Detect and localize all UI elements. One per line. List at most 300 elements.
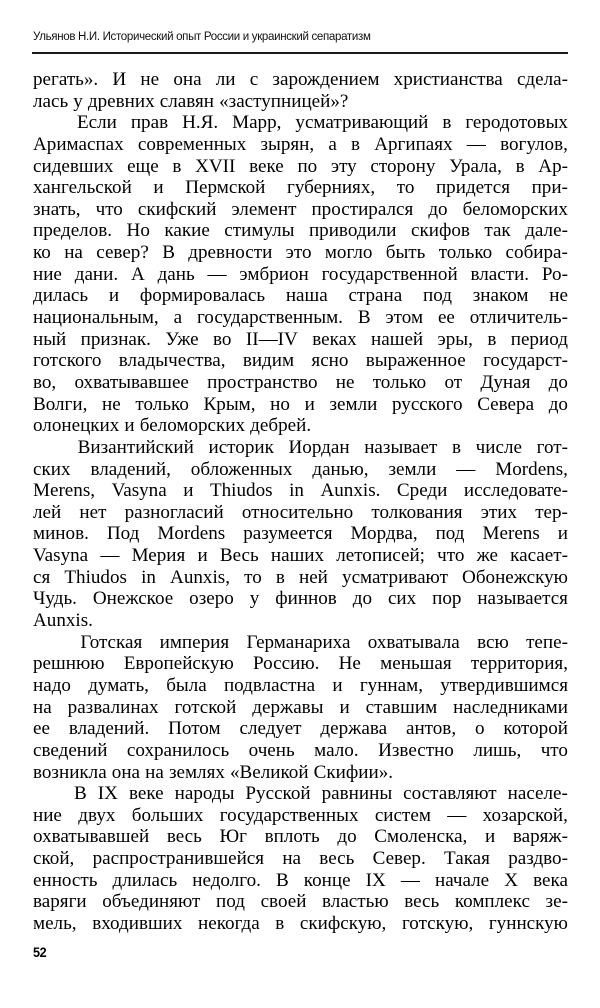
word: не: [549, 285, 568, 307]
word: и: [339, 696, 350, 718]
word: готского: [33, 350, 102, 372]
text-line: [33, 91, 568, 113]
word: Aunxis.: [320, 480, 381, 502]
word: Если: [76, 112, 117, 134]
word: двух: [78, 804, 116, 826]
word: север?: [96, 242, 149, 264]
word: державы: [252, 696, 324, 718]
word: отличитель-: [469, 307, 568, 329]
word: зарождением: [272, 69, 380, 90]
word: Иордан: [288, 436, 350, 458]
word: до: [548, 371, 568, 393]
word: данью,: [312, 458, 369, 480]
word: лей: [33, 501, 62, 523]
text-line: [33, 220, 568, 242]
text-line: [33, 697, 568, 719]
paragraph-indent: [33, 632, 63, 654]
word: знать,: [33, 198, 81, 220]
word: сих: [387, 588, 417, 610]
word: что: [437, 545, 465, 567]
word: Обонежскую: [462, 566, 568, 588]
word: в: [452, 436, 462, 458]
word: дань: [157, 263, 195, 285]
word: государственным.: [196, 307, 343, 329]
word: в: [275, 912, 285, 934]
text-line: [33, 891, 568, 913]
word: озеро: [189, 588, 234, 610]
word: ние: [33, 804, 62, 826]
word: Готская: [80, 631, 143, 653]
word: Русской: [245, 783, 311, 805]
word: следует: [239, 718, 302, 740]
word: А: [130, 263, 145, 285]
word: сохранилось: [126, 739, 230, 761]
word: больших: [131, 804, 204, 826]
word: она: [173, 69, 202, 90]
word: то: [396, 177, 415, 199]
word: называется: [477, 588, 568, 610]
word: до: [428, 198, 448, 220]
word: весь: [166, 826, 202, 848]
text-line: [33, 826, 568, 848]
text-line: [33, 480, 568, 502]
word: вплоть: [264, 826, 320, 848]
word: лишь,: [473, 739, 522, 761]
word: IX: [97, 783, 118, 805]
text-line: [33, 675, 568, 697]
word: ясно: [311, 350, 349, 372]
word: с: [249, 69, 259, 90]
word: объединяют: [102, 891, 201, 913]
word: простирался: [311, 198, 414, 220]
word: развалинах: [67, 696, 159, 718]
word: беломорских: [139, 415, 246, 437]
word: разумеется: [243, 523, 333, 545]
word: могло: [324, 242, 373, 264]
word: охватывала: [367, 631, 460, 653]
word: Такая: [444, 848, 490, 870]
word: элемент: [231, 198, 297, 220]
word: IX: [365, 869, 386, 891]
word: под: [423, 285, 452, 307]
word: нашей: [371, 328, 424, 350]
word: собира-: [505, 242, 568, 264]
text-line: [33, 307, 568, 329]
word: приводили: [308, 220, 397, 242]
word: ся: [33, 566, 51, 588]
word: государственных: [219, 804, 359, 826]
word: нет: [79, 501, 107, 523]
word: о: [474, 718, 485, 740]
word: до: [548, 393, 568, 415]
word: была: [166, 674, 207, 696]
word: —: [400, 869, 420, 891]
word: ее: [33, 718, 50, 740]
word: зырян,: [260, 133, 315, 155]
word: Аримаспах: [33, 133, 124, 155]
word: относительно: [241, 501, 354, 523]
word: in: [141, 566, 156, 588]
word: толкования: [371, 501, 463, 523]
paragraph-indent: [33, 112, 63, 134]
word: ней: [298, 566, 328, 588]
word: до: [352, 588, 373, 610]
word: что: [95, 198, 123, 220]
text-line: [33, 870, 568, 892]
word: лась: [33, 90, 69, 112]
word: и: [304, 393, 315, 415]
word: геродотовых: [465, 112, 568, 134]
word: владений.: [68, 718, 150, 740]
word: —: [207, 263, 227, 285]
word: числе: [475, 436, 522, 458]
text-line: [33, 545, 568, 567]
word: наша: [285, 285, 328, 307]
text-line: [33, 762, 568, 784]
text-line: [33, 264, 568, 286]
word: Россию.: [253, 653, 320, 675]
word: составляют: [403, 783, 497, 805]
word: in: [289, 480, 304, 502]
word: Севера: [477, 393, 535, 415]
word: Урала,: [449, 155, 502, 177]
word: наших: [270, 545, 325, 567]
word: тер-: [535, 501, 568, 523]
body-text: [33, 69, 568, 935]
word: X: [504, 869, 519, 891]
word: землях: [168, 761, 225, 783]
word: ее: [437, 307, 455, 329]
word: Mordens,: [495, 458, 568, 480]
word: прав: [130, 112, 169, 134]
word: земли: [329, 393, 378, 415]
word: В: [275, 869, 289, 891]
word: зе-: [545, 891, 568, 913]
word: —: [456, 458, 476, 480]
text-line: [33, 567, 568, 589]
word: некогда: [198, 912, 260, 934]
word: думать,: [88, 674, 149, 696]
paragraph-indent: [33, 437, 63, 459]
text-line: [33, 913, 568, 935]
word: и: [557, 523, 568, 545]
word: В: [74, 783, 87, 805]
word: охватывавшей: [33, 826, 150, 848]
word: надо: [33, 674, 71, 696]
word: Север.: [372, 848, 426, 870]
word: беломорских: [462, 198, 568, 220]
word: дале-: [525, 220, 568, 242]
word: хангельской: [33, 177, 132, 199]
word: видим: [242, 350, 295, 372]
word: весь: [319, 848, 355, 870]
text-line: [33, 199, 568, 221]
word: только: [438, 242, 493, 264]
word: подвластна: [223, 674, 316, 696]
word: Ро-: [541, 263, 568, 285]
word: Но: [126, 220, 150, 242]
word: летописей;: [336, 545, 425, 567]
word: ставшим: [365, 696, 438, 718]
text-line: [33, 156, 568, 178]
word: же: [476, 545, 498, 567]
word: какие: [164, 220, 210, 242]
word: «Великой: [230, 761, 309, 783]
word: а: [173, 307, 183, 329]
text-line: [33, 740, 568, 762]
word: в: [487, 328, 497, 350]
word: Thiudos: [64, 566, 127, 588]
word: властью: [322, 891, 389, 913]
word: Мерия: [131, 545, 186, 567]
word: пор: [432, 588, 462, 610]
word: Thiudos: [209, 480, 273, 502]
word: это: [285, 242, 312, 264]
word: и: [108, 285, 120, 307]
word: Уже: [165, 328, 199, 350]
word: христианства: [393, 69, 503, 90]
word: возникла: [33, 761, 107, 783]
word: В: [357, 307, 371, 329]
word: Византийский: [77, 436, 194, 458]
word: пространство: [207, 371, 318, 393]
word: под: [435, 523, 465, 545]
word: вогулов,: [500, 133, 568, 155]
word: начале: [434, 869, 490, 891]
word: ный: [33, 328, 67, 350]
word: этих: [480, 501, 518, 523]
word: И: [112, 69, 127, 90]
text-line: [33, 653, 568, 675]
word: комплекс: [454, 891, 530, 913]
word: —: [447, 804, 467, 826]
word: сдела-: [516, 69, 568, 90]
word: меньшая: [380, 653, 452, 675]
word: формировалась: [139, 285, 266, 307]
word: и: [183, 480, 194, 502]
word: готской: [174, 696, 237, 718]
word: Н.Я.: [182, 112, 219, 134]
word: во,: [33, 371, 57, 393]
word: не: [335, 371, 355, 393]
word: Скифии».: [313, 761, 394, 783]
word: скифскую,: [299, 912, 387, 934]
word: так: [484, 220, 511, 242]
word: гуннскую: [488, 912, 568, 934]
word: входивших: [92, 912, 183, 934]
word: в: [515, 155, 525, 177]
word: Чудь.: [33, 588, 77, 610]
word: эту: [330, 155, 357, 177]
word: Дуная: [480, 371, 531, 393]
text-line: [33, 69, 568, 91]
text-line: [33, 437, 568, 459]
word: только: [372, 371, 427, 393]
word: ли: [215, 69, 236, 90]
word: —: [466, 133, 486, 155]
word: утвердившимся: [440, 674, 568, 696]
word: пределов.: [33, 220, 113, 242]
word: раздво-: [508, 848, 568, 870]
word: «заступницей»?: [219, 90, 349, 112]
word: что: [540, 739, 568, 761]
word: власти.: [470, 263, 530, 285]
word: ние: [33, 263, 62, 285]
word: мель,: [33, 912, 77, 934]
word: современных: [137, 133, 247, 155]
text-line: [33, 588, 568, 610]
word: в: [172, 155, 182, 177]
word: и: [197, 545, 208, 567]
word: выраженное: [365, 350, 466, 372]
word: распространившейся: [92, 848, 265, 870]
word: она: [111, 761, 141, 783]
word: дебрей.: [250, 415, 312, 437]
word: придется: [435, 177, 510, 199]
text-line: [33, 415, 568, 437]
paragraph-indent: [33, 783, 63, 805]
word: ко: [33, 242, 51, 264]
word: Под: [106, 523, 140, 545]
word: исследовате-: [463, 480, 568, 502]
word: период: [510, 328, 568, 350]
text-line: [33, 610, 568, 632]
text-line: [33, 112, 568, 134]
word: не: [140, 69, 160, 90]
word: Мордва,: [350, 523, 418, 545]
word: быть: [385, 242, 426, 264]
text-line: [33, 242, 568, 264]
word: русского: [391, 393, 463, 415]
word: на: [33, 696, 52, 718]
text-line: [33, 783, 568, 805]
word: под: [216, 891, 245, 913]
word: знаком: [472, 285, 529, 307]
word: Ар-: [538, 155, 568, 177]
word: но: [270, 393, 290, 415]
word: готскую,: [401, 912, 474, 934]
text-line: [33, 350, 568, 372]
word: —: [100, 545, 120, 567]
text-line: [33, 805, 568, 827]
word: у: [249, 588, 260, 610]
word: которой: [503, 718, 568, 740]
word: тепе-: [526, 631, 568, 653]
word: империя: [159, 631, 230, 653]
word: антов,: [405, 718, 457, 740]
text-line: [33, 523, 568, 545]
word: Крым,: [203, 393, 256, 415]
word: древних: [87, 90, 155, 112]
word: варяж-: [512, 826, 568, 848]
word: на: [64, 242, 83, 264]
word: еще: [127, 155, 159, 177]
word: веке: [128, 783, 164, 805]
text-line: [33, 134, 568, 156]
word: на: [145, 761, 164, 783]
word: древности: [188, 242, 273, 264]
word: в: [351, 133, 361, 155]
text-line: [33, 394, 568, 416]
word: в: [275, 566, 285, 588]
word: народы: [174, 783, 235, 805]
word: сидевших: [33, 155, 114, 177]
word: Юг: [219, 826, 247, 848]
text-line: [33, 502, 568, 524]
text-line: [33, 459, 568, 481]
header-rule: [32, 52, 568, 54]
word: ской,: [33, 848, 75, 870]
word: славян: [159, 90, 215, 112]
word: всю: [477, 631, 509, 653]
word: II—IV: [245, 328, 298, 350]
word: Потом: [168, 718, 221, 740]
word: государственной: [321, 263, 458, 285]
word: минов.: [33, 523, 89, 545]
word: длилась: [112, 869, 178, 891]
word: и: [332, 674, 343, 696]
word: дилась: [33, 285, 89, 307]
text-line: [33, 632, 568, 654]
word: Mordens: [157, 523, 226, 545]
word: равнины: [321, 783, 393, 805]
word: XVII: [195, 155, 236, 177]
word: скифов: [410, 220, 470, 242]
text-line: [33, 372, 568, 394]
word: не: [102, 393, 121, 415]
word: веках: [312, 328, 357, 350]
text-line: [33, 177, 568, 199]
word: у: [73, 90, 83, 112]
word: и: [124, 415, 135, 437]
word: своей: [260, 891, 307, 913]
word: Vasyna: [111, 480, 167, 502]
word: гуннам,: [359, 674, 423, 696]
text-line: [33, 848, 568, 870]
text-line: [33, 718, 568, 740]
word: хозарской,: [482, 804, 568, 826]
running-head: Ульянов Н.И. Исторический опыт России и украинский сепаратизм: [33, 29, 371, 43]
word: территория,: [470, 653, 568, 675]
word: земли: [388, 458, 437, 480]
word: Aunxis.: [33, 610, 93, 632]
word: Merens,: [33, 480, 96, 502]
word: и: [484, 826, 496, 848]
word: Не: [338, 653, 361, 675]
word: историк: [208, 436, 274, 458]
word: усматривающий: [295, 112, 429, 134]
text-line: [33, 329, 568, 351]
word: по: [297, 155, 318, 177]
word: и: [153, 177, 164, 199]
word: государст-: [483, 350, 568, 372]
word: во: [213, 328, 232, 350]
word: касает-: [510, 545, 568, 567]
word: называет: [364, 436, 438, 458]
word: охватывавшее: [74, 371, 189, 393]
word: мало.: [314, 739, 359, 761]
word: решнюю: [33, 653, 105, 675]
page-number: 52: [33, 944, 47, 960]
word: обложенных: [190, 458, 293, 480]
word: Аргипаях: [374, 133, 453, 155]
word: только: [135, 393, 189, 415]
word: разногласий: [124, 501, 224, 523]
word: Смоленска,: [374, 826, 468, 848]
word: этом: [385, 307, 424, 329]
word: стимулы: [224, 220, 295, 242]
word: гот-: [536, 436, 568, 458]
